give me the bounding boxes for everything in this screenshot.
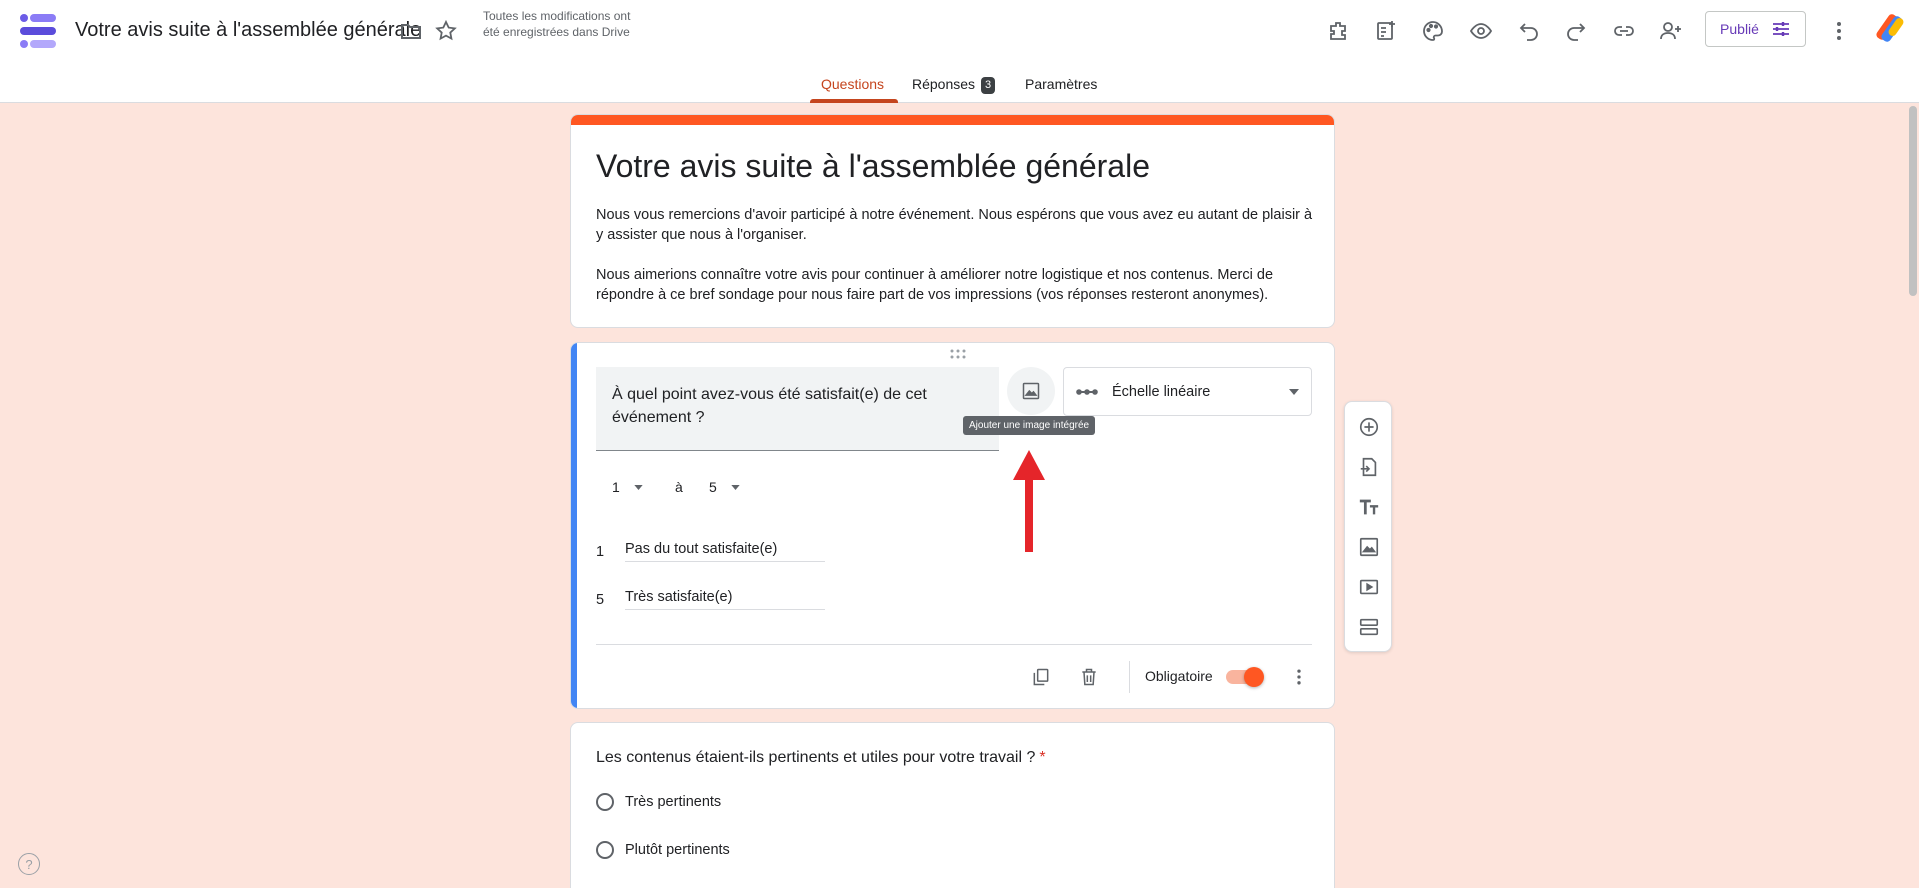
annotation-arrow-icon: [1012, 448, 1046, 554]
responses-count-badge: 3: [981, 77, 995, 94]
more-options-icon[interactable]: [1826, 18, 1852, 44]
tab-bar: [0, 72, 1919, 103]
radio-option-label: Très pertinents: [625, 794, 722, 810]
save-status: Toutes les modifications ont été enregistrées dans Drive: [483, 9, 631, 39]
scale-min-select[interactable]: [612, 479, 643, 495]
tab-responses[interactable]: [912, 76, 995, 94]
question-more-options-icon[interactable]: [1286, 664, 1312, 690]
undo-icon[interactable]: [1516, 18, 1542, 44]
toggle-knob: [1244, 667, 1264, 687]
required-label: Obligatoire: [1145, 668, 1213, 684]
active-tab-indicator: [810, 99, 898, 103]
chevron-down-icon: [731, 485, 740, 490]
app-header: [0, 0, 1919, 103]
preview-icon[interactable]: [1468, 18, 1494, 44]
add-video-icon[interactable]: [1356, 574, 1382, 600]
publish-button[interactable]: [1705, 11, 1806, 47]
radio-button[interactable]: [596, 841, 614, 859]
add-question-icon[interactable]: [1356, 414, 1382, 440]
duplicate-icon[interactable]: [1028, 664, 1054, 690]
drag-handle-icon[interactable]: [949, 349, 967, 359]
radio-button[interactable]: [596, 793, 614, 811]
question-title-text: Les contenus étaient-ils pertinents et utiles pour votre travail ?: [596, 749, 1036, 766]
scale-min-value: 1: [612, 479, 620, 495]
linear-scale-icon: [1076, 387, 1098, 397]
add-collaborator-icon[interactable]: [1658, 18, 1684, 44]
scale-max-value: 5: [709, 479, 717, 495]
floating-toolbar: [1344, 401, 1392, 652]
form-description[interactable]: [596, 205, 1316, 325]
palette-icon[interactable]: [1420, 18, 1446, 44]
footer-separator: [1129, 661, 1130, 693]
scrollbar-thumb[interactable]: [1909, 106, 1917, 296]
delete-icon[interactable]: [1076, 664, 1102, 690]
form-description-paragraph: Nous vous remercions d'avoir participé à notre événement. Nous espérons que vous avez eu autant de plaisir à y assister que nous à l'organiser.: [596, 207, 1313, 243]
question-type-label: Échelle linéaire: [1112, 383, 1211, 400]
form-title[interactable]: Votre avis suite à l'assemblée générale: [596, 148, 1150, 184]
radio-option[interactable]: [596, 793, 721, 811]
question-card[interactable]: [570, 722, 1335, 888]
scale-to-label: à: [675, 479, 683, 495]
scale-separator: [675, 479, 683, 495]
add-image-button[interactable]: [1007, 367, 1055, 415]
document-title[interactable]: Votre avis suite à l'assemblée générale: [75, 19, 422, 41]
radio-option[interactable]: [596, 841, 730, 859]
tab-settings[interactable]: Paramètres: [1025, 76, 1098, 92]
publish-label: Publié: [1720, 21, 1759, 37]
question-footer-divider: [596, 644, 1312, 645]
scale-label-input[interactable]: Pas du tout satisfaite(e): [625, 541, 825, 562]
forms-logo-icon[interactable]: [20, 14, 56, 48]
scale-label-row: [596, 541, 825, 562]
add-image-tooltip: Ajouter une image intégrée: [963, 416, 1095, 435]
add-title-icon[interactable]: [1356, 494, 1382, 520]
help-icon[interactable]: ?: [18, 853, 40, 875]
star-icon[interactable]: [433, 18, 459, 44]
scale-range-row: [612, 479, 643, 495]
chevron-down-icon: [1289, 389, 1299, 395]
tab-questions[interactable]: Questions: [821, 76, 885, 92]
scale-label-number: 5: [596, 591, 605, 608]
image-icon: [1021, 381, 1041, 401]
app-launcher-icon[interactable]: [1873, 11, 1907, 45]
scale-max-row: [709, 479, 740, 495]
form-title-card[interactable]: [570, 114, 1335, 328]
question-title[interactable]: [596, 749, 1046, 767]
add-image-icon[interactable]: [1356, 534, 1382, 560]
question-card-active[interactable]: [570, 342, 1335, 709]
form-customization-icon[interactable]: [1373, 18, 1399, 44]
redo-icon[interactable]: [1563, 18, 1589, 44]
link-icon[interactable]: [1611, 18, 1637, 44]
required-toggle[interactable]: [1226, 670, 1262, 684]
scale-label-input[interactable]: Très satisfaite(e): [625, 589, 825, 610]
radio-option-label: Plutôt pertinents: [625, 842, 730, 858]
scale-label-row: [596, 589, 825, 610]
scale-label-number: 1: [596, 543, 605, 560]
import-questions-icon[interactable]: [1356, 454, 1382, 480]
add-section-icon[interactable]: [1356, 614, 1382, 640]
addons-icon[interactable]: [1325, 18, 1351, 44]
required-asterisk: *: [1039, 749, 1046, 766]
folder-icon[interactable]: [398, 18, 424, 44]
active-question-indicator: [571, 343, 577, 708]
theme-accent-bar: [571, 115, 1334, 125]
publish-settings-icon: [1771, 19, 1791, 39]
question-title-input[interactable]: À quel point avez-vous été satisfait(e) de cet événement ?: [596, 367, 999, 451]
question-type-select[interactable]: [1063, 367, 1312, 416]
tab-responses-label: Réponses: [912, 76, 976, 92]
scale-max-select[interactable]: [709, 479, 740, 495]
form-description-paragraph: Nous aimerions connaître votre avis pour continuer à améliorer notre logistique et nos contenus. Merci de répondre à ce bref sondage pour nous faire part de vos impressions (vos réponses resteront anonymes).: [596, 267, 1274, 303]
chevron-down-icon: [634, 485, 643, 490]
